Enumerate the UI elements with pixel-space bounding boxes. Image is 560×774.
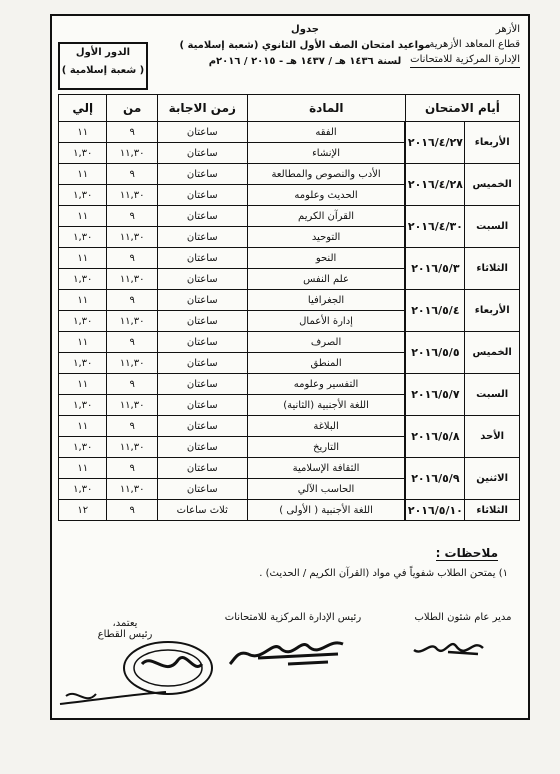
signature-approve-label: يعتمد،	[112, 618, 138, 629]
header-title	[170, 22, 440, 70]
exam-end: ١١	[59, 374, 107, 395]
exam-end: ١,٣٠	[59, 353, 107, 374]
exam-date: ٢٠١٦/٥/٥	[405, 332, 464, 374]
exam-end: ١١	[59, 122, 107, 143]
signature-student-affairs	[408, 612, 518, 623]
exam-end: ١١	[59, 458, 107, 479]
exam-day: الأربعاء	[465, 122, 520, 164]
header-from: من	[107, 95, 157, 122]
header-sector: قطاع المعاهد الأزهرية	[429, 39, 520, 50]
exam-start: ١١,٣٠	[107, 353, 157, 374]
exam-subject: النحو	[247, 248, 405, 269]
header-days: أيام الامتحان	[405, 95, 519, 122]
exam-duration: ساعتان	[157, 290, 247, 311]
exam-duration: ساعتان	[157, 311, 247, 332]
exam-start: ٩	[107, 500, 157, 521]
exam-start: ٩	[107, 164, 157, 185]
table-header-row	[59, 95, 520, 122]
exam-start: ١١,٣٠	[107, 311, 157, 332]
exam-duration: ساعتان	[157, 353, 247, 374]
table-row	[59, 206, 520, 227]
exam-duration: ساعتان	[157, 185, 247, 206]
exam-duration: ساعتان	[157, 122, 247, 143]
exam-schedule-table	[58, 94, 520, 521]
exam-end: ١,٣٠	[59, 311, 107, 332]
exam-start: ٩	[107, 206, 157, 227]
exam-start: ١١,٣٠	[107, 269, 157, 290]
exam-end: ١١	[59, 290, 107, 311]
exam-start: ١١,٣٠	[107, 185, 157, 206]
exam-end: ١,٣٠	[59, 227, 107, 248]
note-text: يمتحن الطلاب شفوياً في مواد (القرآن الكريم / الحديث) .	[259, 568, 496, 579]
header-duration: زمن الاجابة	[157, 95, 247, 122]
exam-subject: اللغة الأجنبية ( الأولى )	[247, 500, 405, 521]
official-stamp	[56, 634, 226, 714]
exam-subject: التاريخ	[247, 437, 405, 458]
exam-day: الأربعاء	[465, 290, 520, 332]
exam-subject: الأدب والنصوص والمطالعة	[247, 164, 405, 185]
exam-subject: القرآن الكريم	[247, 206, 405, 227]
exam-duration: ساعتان	[157, 395, 247, 416]
header-table-label: جدول	[291, 24, 319, 35]
exam-subject: الصرف	[247, 332, 405, 353]
exam-end: ١١	[59, 206, 107, 227]
exam-day: الثلاثاء	[465, 248, 520, 290]
exam-date: ٢٠١٦/٤/٢٨	[405, 164, 464, 206]
exam-day: الخميس	[465, 332, 520, 374]
exam-duration: ساعتان	[157, 143, 247, 164]
exam-start: ١١,٣٠	[107, 479, 157, 500]
exam-subject: الإنشاء	[247, 143, 405, 164]
exam-subject: التوحيد	[247, 227, 405, 248]
table-row	[59, 290, 520, 311]
exam-start: ٩	[107, 122, 157, 143]
notes-title: ملاحظات :	[435, 546, 498, 560]
exam-duration: ساعتان	[157, 164, 247, 185]
exam-day: السبت	[465, 374, 520, 416]
table-row	[59, 332, 520, 353]
exam-day: الاثنين	[465, 458, 520, 500]
exam-duration: ساعتان	[157, 458, 247, 479]
signature-sector-head-title: رئيس القطاع	[97, 629, 153, 640]
header-department: الإدارة المركزية للامتحانات	[410, 52, 520, 68]
exam-start: ٩	[107, 290, 157, 311]
exam-date: ٢٠١٦/٥/٧	[405, 374, 464, 416]
exam-end: ١,٣٠	[59, 143, 107, 164]
exam-subject: المنطق	[247, 353, 405, 374]
exam-subject: الثقافة الإسلامية	[247, 458, 405, 479]
exam-date: ٢٠١٦/٥/١٠	[405, 500, 464, 521]
exam-duration: ثلاث ساعات	[157, 500, 247, 521]
exam-day: السبت	[465, 206, 520, 248]
exam-day: الأحد	[465, 416, 520, 458]
exam-subject: الحاسب الآلي	[247, 479, 405, 500]
exam-date: ٢٠١٦/٥/٤	[405, 290, 464, 332]
table-row	[59, 500, 520, 521]
exam-duration: ساعتان	[157, 416, 247, 437]
signature-exams-head-title: رئيس الإدارة المركزية للامتحانات	[224, 612, 362, 623]
exam-start: ١١,٣٠	[107, 395, 157, 416]
exam-subject: التفسير وعلومه	[247, 374, 405, 395]
exam-start: ١١,٣٠	[107, 227, 157, 248]
exam-subject: الفقه	[247, 122, 405, 143]
exam-duration: ساعتان	[157, 479, 247, 500]
exam-duration: ساعتان	[157, 248, 247, 269]
exam-date: ٢٠١٦/٤/٣٠	[405, 206, 464, 248]
exam-end: ١١	[59, 248, 107, 269]
exam-end: ١,٣٠	[59, 185, 107, 206]
exam-start: ٩	[107, 416, 157, 437]
header-round-box	[58, 42, 148, 90]
table-row	[59, 164, 520, 185]
exam-duration: ساعتان	[157, 206, 247, 227]
exam-start: ٩	[107, 332, 157, 353]
table-row	[59, 122, 520, 143]
exam-date: ٢٠١٦/٥/٣	[405, 248, 464, 290]
header-exam-title: مواعيد امتحان الصف الأول الثانوي (شعبة إسلامية )	[179, 40, 431, 51]
exam-start: ٩	[107, 458, 157, 479]
exam-date: ٢٠١٦/٤/٢٧	[405, 122, 464, 164]
exam-date: ٢٠١٦/٥/٨	[405, 416, 464, 458]
exam-end: ١١	[59, 164, 107, 185]
exam-duration: ساعتان	[157, 332, 247, 353]
table-row	[59, 458, 520, 479]
table-row	[59, 248, 520, 269]
exam-duration: ساعتان	[157, 374, 247, 395]
exam-duration: ساعتان	[157, 227, 247, 248]
exam-start: ٩	[107, 374, 157, 395]
header-year: لسنة ١٤٣٦ هـ / ١٤٣٧ هـ - ٢٠١٥ / ٢٠١٦م	[208, 56, 402, 67]
note-number: ١)	[498, 568, 508, 579]
table-row	[59, 374, 520, 395]
handwritten-signature-1	[408, 634, 488, 664]
exam-subject: علم النفس	[247, 269, 405, 290]
table-body	[59, 122, 520, 521]
exam-duration: ساعتان	[157, 269, 247, 290]
exam-end: ١١	[59, 416, 107, 437]
exam-subject: الجغرافيا	[247, 290, 405, 311]
handwritten-signature-2	[228, 636, 348, 672]
exam-start: ٩	[107, 248, 157, 269]
signature-exams-head	[208, 612, 378, 623]
exam-day: الثلاثاء	[465, 500, 520, 521]
header-round: الدور الأول	[75, 47, 131, 58]
exam-end: ١١	[59, 332, 107, 353]
signature-student-affairs-title: مدير عام شئون الطلاب	[414, 612, 512, 623]
note-item	[259, 568, 508, 579]
exam-end: ١٢	[59, 500, 107, 521]
header-azhar: الأزهر	[495, 24, 520, 35]
header-to: إلي	[59, 95, 107, 122]
exam-start: ١١,٣٠	[107, 437, 157, 458]
exam-end: ١,٣٠	[59, 269, 107, 290]
exam-end: ١,٣٠	[59, 437, 107, 458]
exam-subject: البلاغة	[247, 416, 405, 437]
exam-end: ١,٣٠	[59, 395, 107, 416]
document-page	[50, 14, 530, 720]
exam-end: ١,٣٠	[59, 479, 107, 500]
exam-subject: اللغة الأجنبية (الثانية)	[247, 395, 405, 416]
header-branch: ( شعبة إسلامية )	[61, 65, 145, 76]
exam-start: ١١,٣٠	[107, 143, 157, 164]
exam-date: ٢٠١٦/٥/٩	[405, 458, 464, 500]
exam-duration: ساعتان	[157, 437, 247, 458]
exam-subject: إدارة الأعمال	[247, 311, 405, 332]
exam-subject: الحديث وعلومه	[247, 185, 405, 206]
exam-day: الخميس	[465, 164, 520, 206]
header-subject: المادة	[247, 95, 405, 122]
table-row	[59, 416, 520, 437]
